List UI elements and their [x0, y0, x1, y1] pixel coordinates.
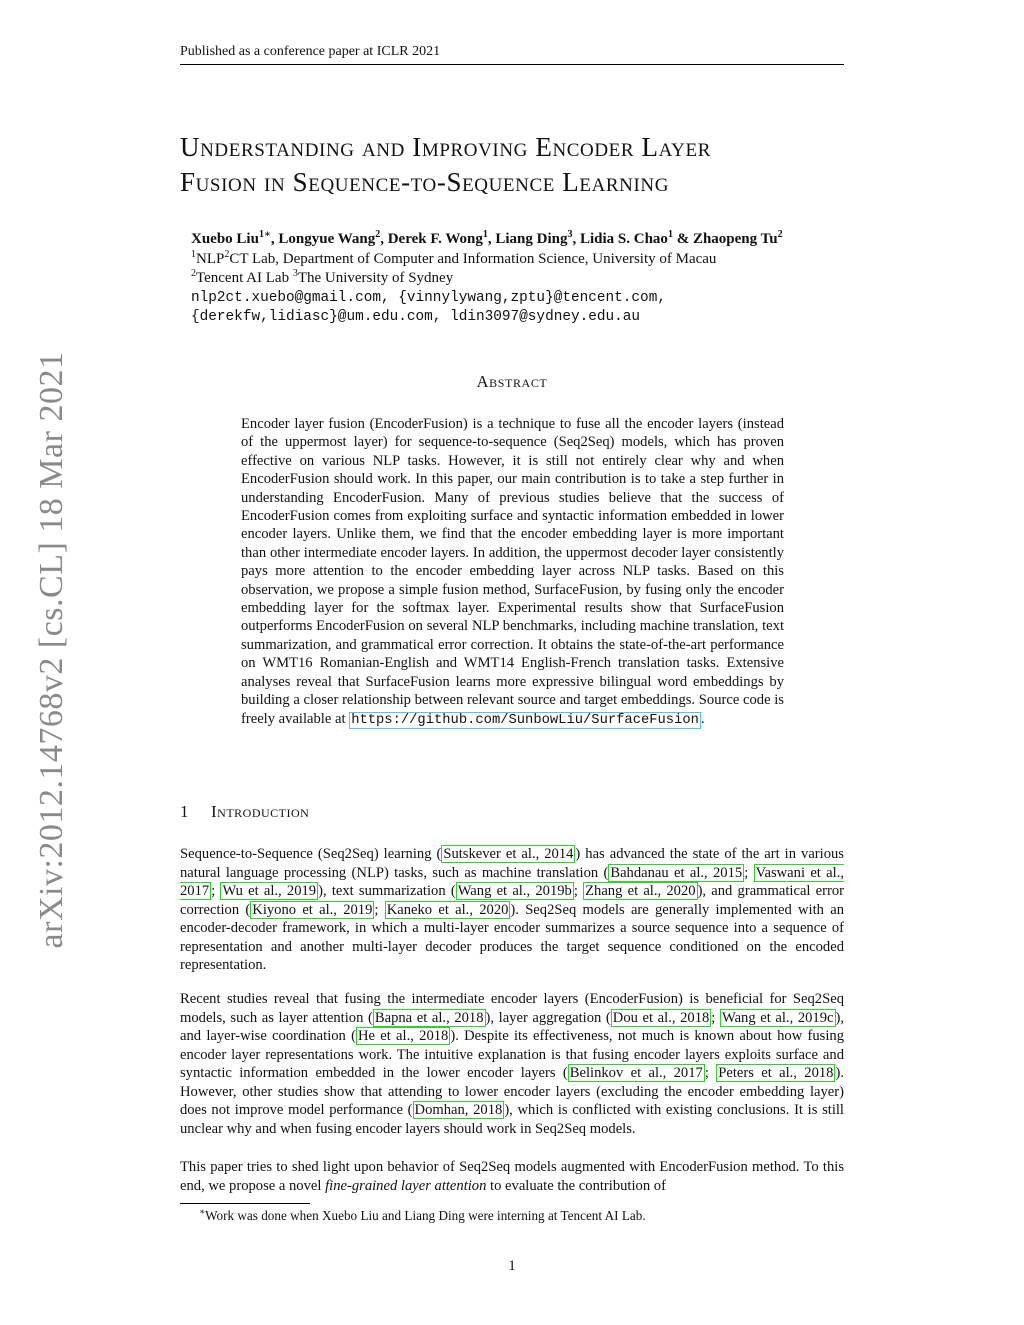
affiliation-mark: 1	[482, 229, 488, 240]
text-run: ). Seq2Seq models are generally implemented with an encoder-decoder framework, in which a multi-layer encoder summarizes a source sequence into a sequence of representation and another multi-layer decoder produces the target sequence conditioned on the encoded representation.	[180, 901, 844, 973]
text-run: ), layer aggregation (	[485, 1009, 611, 1026]
citation-link[interactable]: He et al., 2018	[357, 1028, 449, 1044]
author-block	[191, 230, 871, 328]
author-name: Xuebo Liu	[191, 231, 259, 247]
affiliation-mark: 2	[191, 268, 196, 279]
affiliation-text: Tencent AI Lab	[196, 270, 293, 286]
footnote-mark: ∗	[199, 1206, 206, 1217]
text-run: ), and layer-wise coordination (	[180, 1009, 845, 1044]
footnote-text: Work was done when Xuebo Liu and Liang Ding were interning at Tencent AI Lab.	[205, 1208, 646, 1223]
author-list: Xuebo Liu$^{1∗}$, Longyue Wang$^2$, Derek F. Wong$^1$, Liang Ding$^3$, Lidia S. Chao$^1$ & Zhaopeng Tu$^2$	[191, 229, 783, 247]
intro-paragraph-1	[180, 845, 844, 975]
affiliation-text: CT Lab, Department of Computer and Information Science, University of Macau	[229, 250, 717, 267]
citation-link[interactable]: Zhang et al., 2020	[585, 883, 696, 899]
paper-title	[180, 130, 860, 200]
text-run: ;	[744, 864, 754, 881]
citation-link[interactable]: Bapna et al., 2018	[374, 1009, 484, 1026]
page-number: 1	[508, 1258, 516, 1274]
text-run: ;	[374, 901, 385, 918]
author-name: Lidia S. Chao	[579, 231, 668, 247]
title-line-1: Understanding and Improving Encoder Layer	[180, 132, 711, 162]
citation-link[interactable]: Wang et al., 2019b	[457, 883, 572, 899]
citation-link[interactable]: Bahdanau et al., 2015	[610, 864, 743, 881]
author-name: Longyue Wang	[278, 231, 376, 247]
running-header: Published as a conference paper at ICLR 2021	[180, 44, 441, 59]
text-run: ;	[711, 1009, 720, 1026]
intro-paragraph-2	[180, 990, 844, 1138]
citation-link[interactable]: Wu et al., 2019	[222, 883, 317, 899]
affiliation-text: NLP	[196, 250, 225, 267]
citation-link[interactable]: Domhan, 2018	[414, 1102, 503, 1118]
section-number: 1	[180, 802, 189, 821]
text-run: ;	[211, 883, 221, 899]
affiliation-text: The University of Sydney	[297, 270, 454, 286]
citation-link[interactable]: Vaswani et al., 2017	[180, 864, 844, 899]
citation-link[interactable]: Belinkov et al., 2017	[569, 1065, 703, 1081]
text-run: ). However, other studies show that attending to lower encoder layers (excluding the encoder embedding layer) does not improve model performance (	[180, 1065, 844, 1118]
email-line-1: nlp2ct.xuebo@gmail.com, {vinnylywang,zptu}@tencent.com,	[191, 289, 666, 306]
affiliation-mark: 3	[292, 268, 298, 279]
source-code-link[interactable]: https://github.com/SunbowLiu/SurfaceFusion	[351, 712, 699, 728]
author-name: Zhaopeng Tu	[692, 231, 778, 247]
text-run: ), which is conflicted with existing conclusions. It is still unclear why and when fusing encoder layers should work in Seq2Seq models.	[180, 1102, 844, 1137]
footnote	[199, 1208, 646, 1224]
affiliation-mark: 2	[375, 229, 381, 240]
affiliation-mark: 2	[224, 248, 230, 260]
header-rule	[180, 64, 844, 65]
text-run: ;	[573, 883, 584, 899]
affiliation-mark: 1	[191, 248, 196, 260]
affiliation-2	[191, 269, 871, 289]
title-line-2: Fusion in Sequence-to-Sequence Learning	[180, 167, 670, 197]
abstract-end: .	[700, 710, 705, 727]
text-run: ), and grammatical error correction (	[180, 883, 845, 918]
emphasis-text: fine-grained layer attention	[325, 1177, 487, 1194]
affiliation-1	[191, 250, 871, 270]
text-run: ) has advanced the state of the art in various natural language processing (NLP) tasks, such as machine translation (	[180, 846, 844, 881]
section-title: Introduction	[211, 802, 310, 821]
abstract-body	[241, 415, 784, 730]
affiliation-mark: 1	[667, 229, 673, 240]
text-run: This paper tries to shed light upon behavior of Seq2Seq models augmented with EncoderFusion method. To this end, we propose a novel	[180, 1159, 844, 1194]
abstract-heading: Abstract	[476, 372, 548, 391]
citation-link[interactable]: Peters et al., 2018	[718, 1065, 834, 1081]
text-run: ), text summarization (	[318, 883, 456, 899]
citation-link[interactable]: Sutskever et al., 2014	[443, 846, 574, 862]
affiliation-mark: 1∗	[258, 229, 271, 240]
affiliation-mark: 3	[567, 229, 573, 240]
footnote-rule	[180, 1203, 310, 1204]
citation-link[interactable]: Kaneko et al., 2020	[386, 901, 509, 918]
text-run: Sequence-to-Sequence (Seq2Seq) learning (	[180, 846, 442, 862]
text-run: ). Despite its effectiveness, not much is known about how fusing encoder layer representations work. The intuitive explanation is that fusing encoder layers exploits surface and syntactic information embedded in the lower encoder layers (	[180, 1028, 844, 1081]
arxiv-stamp[interactable]: arXiv:2012.14768v2 [cs.CL] 18 Mar 2021	[33, 351, 70, 949]
citation-link[interactable]: Wang et al., 2019c	[721, 1009, 834, 1026]
author-name: Derek F. Wong	[387, 231, 483, 247]
section-heading-introduction	[180, 802, 309, 822]
intro-paragraph-3	[180, 1158, 844, 1195]
affiliation-mark: 2	[777, 229, 783, 240]
abstract-text: Encoder layer fusion (EncoderFusion) is a technique to fuse all the encoder layers (instead of the uppermost layer) for sequence-to-sequence (Seq2Seq) models, which has proven effective on various NLP tasks. However, it is still not entirely clear why and when EncoderFusion should work. In this paper, our main contribution is to take a step further in understanding EncoderFusion. Many of previous studies believe that the success of EncoderFusion comes from exploiting surface and syntactic information embedded in lower encoder layers. Unlike them, we find that the encoder embedding layer is more important than other intermediate encoder layers. In addition, the uppermost decoder layer consistently pays more attention to the encoder embedding layer across NLP tasks. Based on this observation, we propose a simple fusion method, SurfaceFusion, by fusing only the encoder embedding layer for the softmax layer. Experimental results show that SurfaceFusion outperforms EncoderFusion on several NLP benchmarks, including machine translation, text summarization, and grammatical error correction. It obtains the state-of-the-art performance on WMT16 Romanian-English and WMT14 English-French translation tasks. Extensive analyses reveal that SurfaceFusion learns more expressive bilingual word embeddings by building a closer relationship between relevant source and target embeddings. Source code is freely available at	[241, 416, 784, 727]
email-line-2: {derekfw,lidiasc}@um.edu.com, ldin3097@sydney.edu.au	[191, 309, 641, 325]
text-run: ;	[704, 1065, 717, 1081]
text-run: to evaluate the contribution of	[486, 1177, 666, 1194]
citation-link[interactable]: Dou et al., 2018	[612, 1009, 710, 1026]
author-name: Liang Ding	[495, 231, 568, 247]
text-run: Recent studies reveal that fusing the intermediate encoder layers (EncoderFusion) is beneficial for Seq2Seq models, such as layer attention (	[180, 991, 844, 1026]
citation-link[interactable]: Kiyono et al., 2019	[252, 901, 373, 918]
